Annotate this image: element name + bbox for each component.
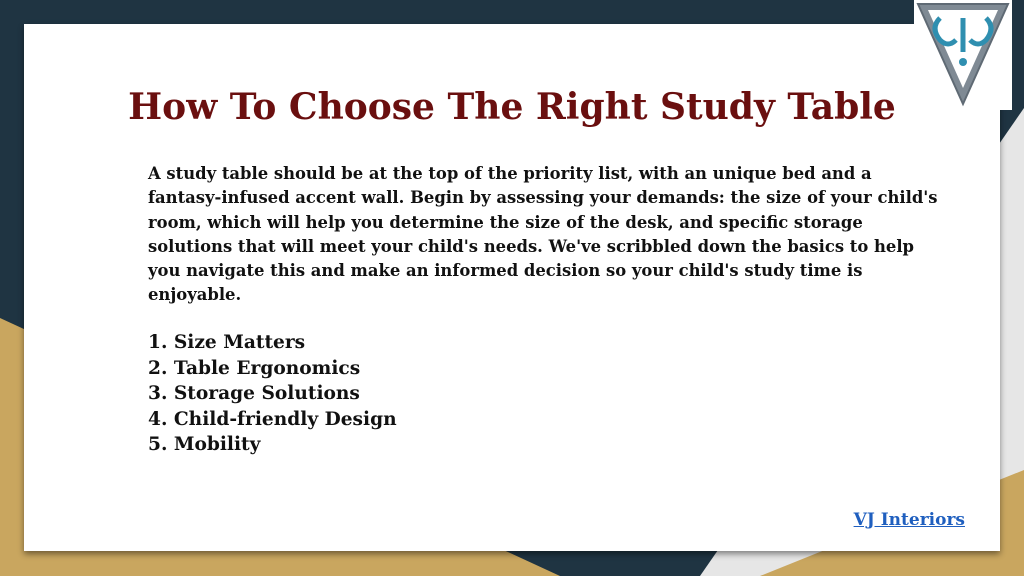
slide-title: How To Choose The Right Study Table — [128, 86, 896, 128]
list-item: 2. Table Ergonomics — [148, 357, 361, 379]
vj-logo — [914, 0, 1012, 110]
list-item: 4. Child-friendly Design — [148, 408, 397, 430]
list-item: 3. Storage Solutions — [148, 383, 360, 404]
vj-interiors-link[interactable]: VJ Interiors — [853, 510, 965, 530]
slide-card — [24, 24, 1000, 551]
topic-list — [148, 330, 397, 458]
intro-paragraph: A study table should be at the top of the priority list, with an unique bed and a fantasy-infused accent wall. Begin by assessing your demands: the size of your child's room, which will help you determine the size of the desk, and specific storage solutions that will meet your child's needs. We've scribbled down the basics to help you navigate this and make an informed decision so your child's study time is enjoyable. — [148, 164, 938, 305]
vj-logo-icon — [914, 0, 1012, 110]
list-item: 1. Size Matters — [148, 332, 306, 353]
list-item: 5. Mobility — [148, 434, 261, 455]
